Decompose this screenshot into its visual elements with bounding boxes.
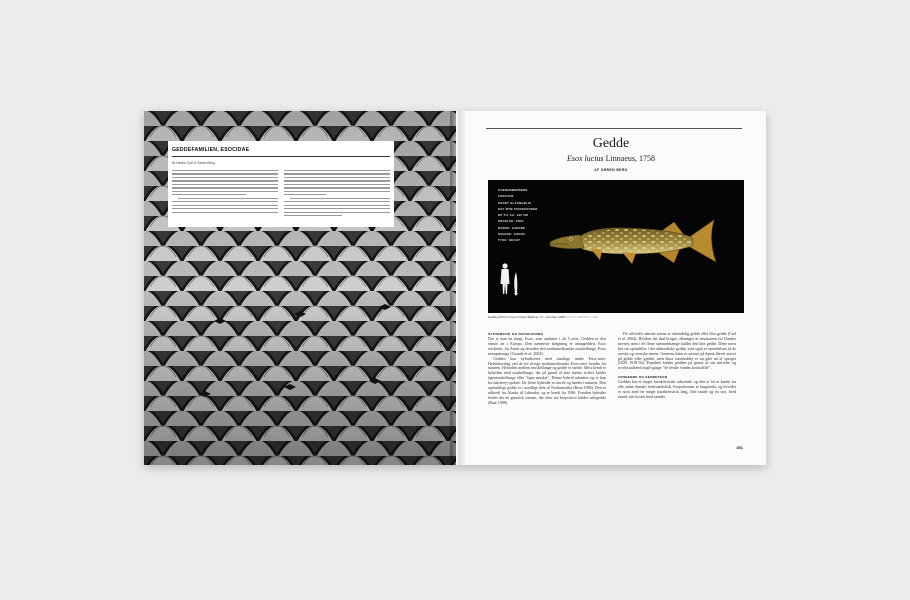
photo-caption [488, 315, 599, 319]
species-title: Gedde [592, 136, 630, 151]
left-page [144, 111, 456, 465]
common-name: SJÆNDSBENDEBE [498, 188, 528, 192]
text-column-right [618, 332, 736, 400]
paragraph: Gedden har et meget karakteristisk udseende, og den er let at kende fra alle andre danske ferskvandsfisk. Kropsformen er langstrakt, og hovedet er stort med en meget karakteristisk lang, flad snude og en stor, bred mund, når bosset med tænder. [618, 379, 736, 399]
common-name: SVENSK: GÄDDA [498, 232, 526, 237]
family-author-line: Af Henrik Carl & Søren Berg [172, 160, 215, 165]
scientific-name: Esox lucius [567, 154, 604, 163]
common-name: OP TIL CA. 130 CM [498, 213, 529, 218]
common-name: NORSK: GJEDDE [498, 225, 526, 230]
intro-column-right [284, 168, 390, 219]
paragraph: Der er kun én slægt, Esox, som omfatter i alt 5 arter. Gedden er den eneste art i Europa. Den nærmeste slægtning er amurgedden, Esox reichertii, fra Asien og desuden den nordamerikanske muskellunge, Esox masquinongy (Grande et al. 2004). [488, 336, 606, 356]
common-name: ENGELSK: PIKE [498, 219, 524, 224]
fish-scale-silhouette [514, 272, 517, 293]
species-author: AF SØREN BERG [594, 168, 628, 172]
authority: Linnaeus, 1758 [605, 154, 655, 163]
common-name: TYSK: HECHT [498, 238, 521, 243]
common-name: OKSET SLAGNHELIE [498, 200, 532, 205]
intro-column-left [172, 168, 278, 219]
book-spread [144, 111, 766, 465]
section-heading-appearance: UDSEENDE OG KENDETEGN [618, 375, 668, 380]
header-rule [486, 128, 742, 129]
pike-illustration [488, 180, 744, 313]
page-number: 351 [736, 445, 743, 450]
common-name: FORSVAR [498, 194, 514, 199]
section-heading-systematics: SYSTEMATIK OG NAVNGIVNING [488, 332, 544, 336]
species-scientific-line [456, 154, 766, 163]
family-intro-text [172, 168, 390, 219]
paragraph: De officielle danske navne er almindelig gedde eller blot gedde (Carl et al. 2004). Hvilken der skal bruges, afhænger af situationen (se Danske navne), men i de fleste sammenhænge kaldes den blot gedde. Dette navn har sin oprindelse i det oldnordiske gedda, som også er oprindelsen til de norske og svenske navne. Gennem tiden er navnet på dansk blevet stavet på gedde eller gjedde, men disse stavemåder er nu gået ud af sproget (ODS 1918-56). Populært kaldes gedden på grund af sin størrelse og rovdyrsadfærd nogle gange "de ferske vandes krokodille". [618, 331, 736, 371]
human-scale-silhouette [501, 263, 510, 294]
caption-text: Gedde på 53 cm fra en innsø i Ballerup, 27. november 2009. [488, 315, 566, 319]
right-page [456, 111, 766, 465]
paragraph: Gedden kan hybridiseres med samtlige andre Esox-arter. Hybridisering ved de tre øvrige nordamerikanske Esox-arter kendes fra naturen. Hybriden mellem muskellunge og gedde er sterile. Mest kendt er hybriden med muskellunge, der på grund af sine stærke striber kaldes tigermuskellunge eller "tiger muskie". Denne hybrid udsættes og er kun fra hatchery-opdræt. De fleste hybrider er sterile og fundet i naturen. Den oprindelige gedde er i nordlige dele af Nordamerika (Rose 1986). Den er udbredt fra Alaska til Labrador, og er kendt fra 1986. Foruden hybrider findes der en genetisk variant, der efter sin kropsfarve kaldes sølvgedde (Raat 1988). [488, 355, 606, 405]
photo-credit: FOTO: HENRIK CARL [566, 315, 599, 319]
family-title: GEDDEFAMILIEN, ESOCIDAE [172, 147, 250, 153]
pike-photo [488, 180, 744, 313]
family-intro-box [168, 141, 394, 227]
text-column-left [488, 332, 606, 406]
common-name: KSY ØTM KVINDGRVEER [498, 206, 538, 211]
family-title-rule [172, 156, 390, 157]
